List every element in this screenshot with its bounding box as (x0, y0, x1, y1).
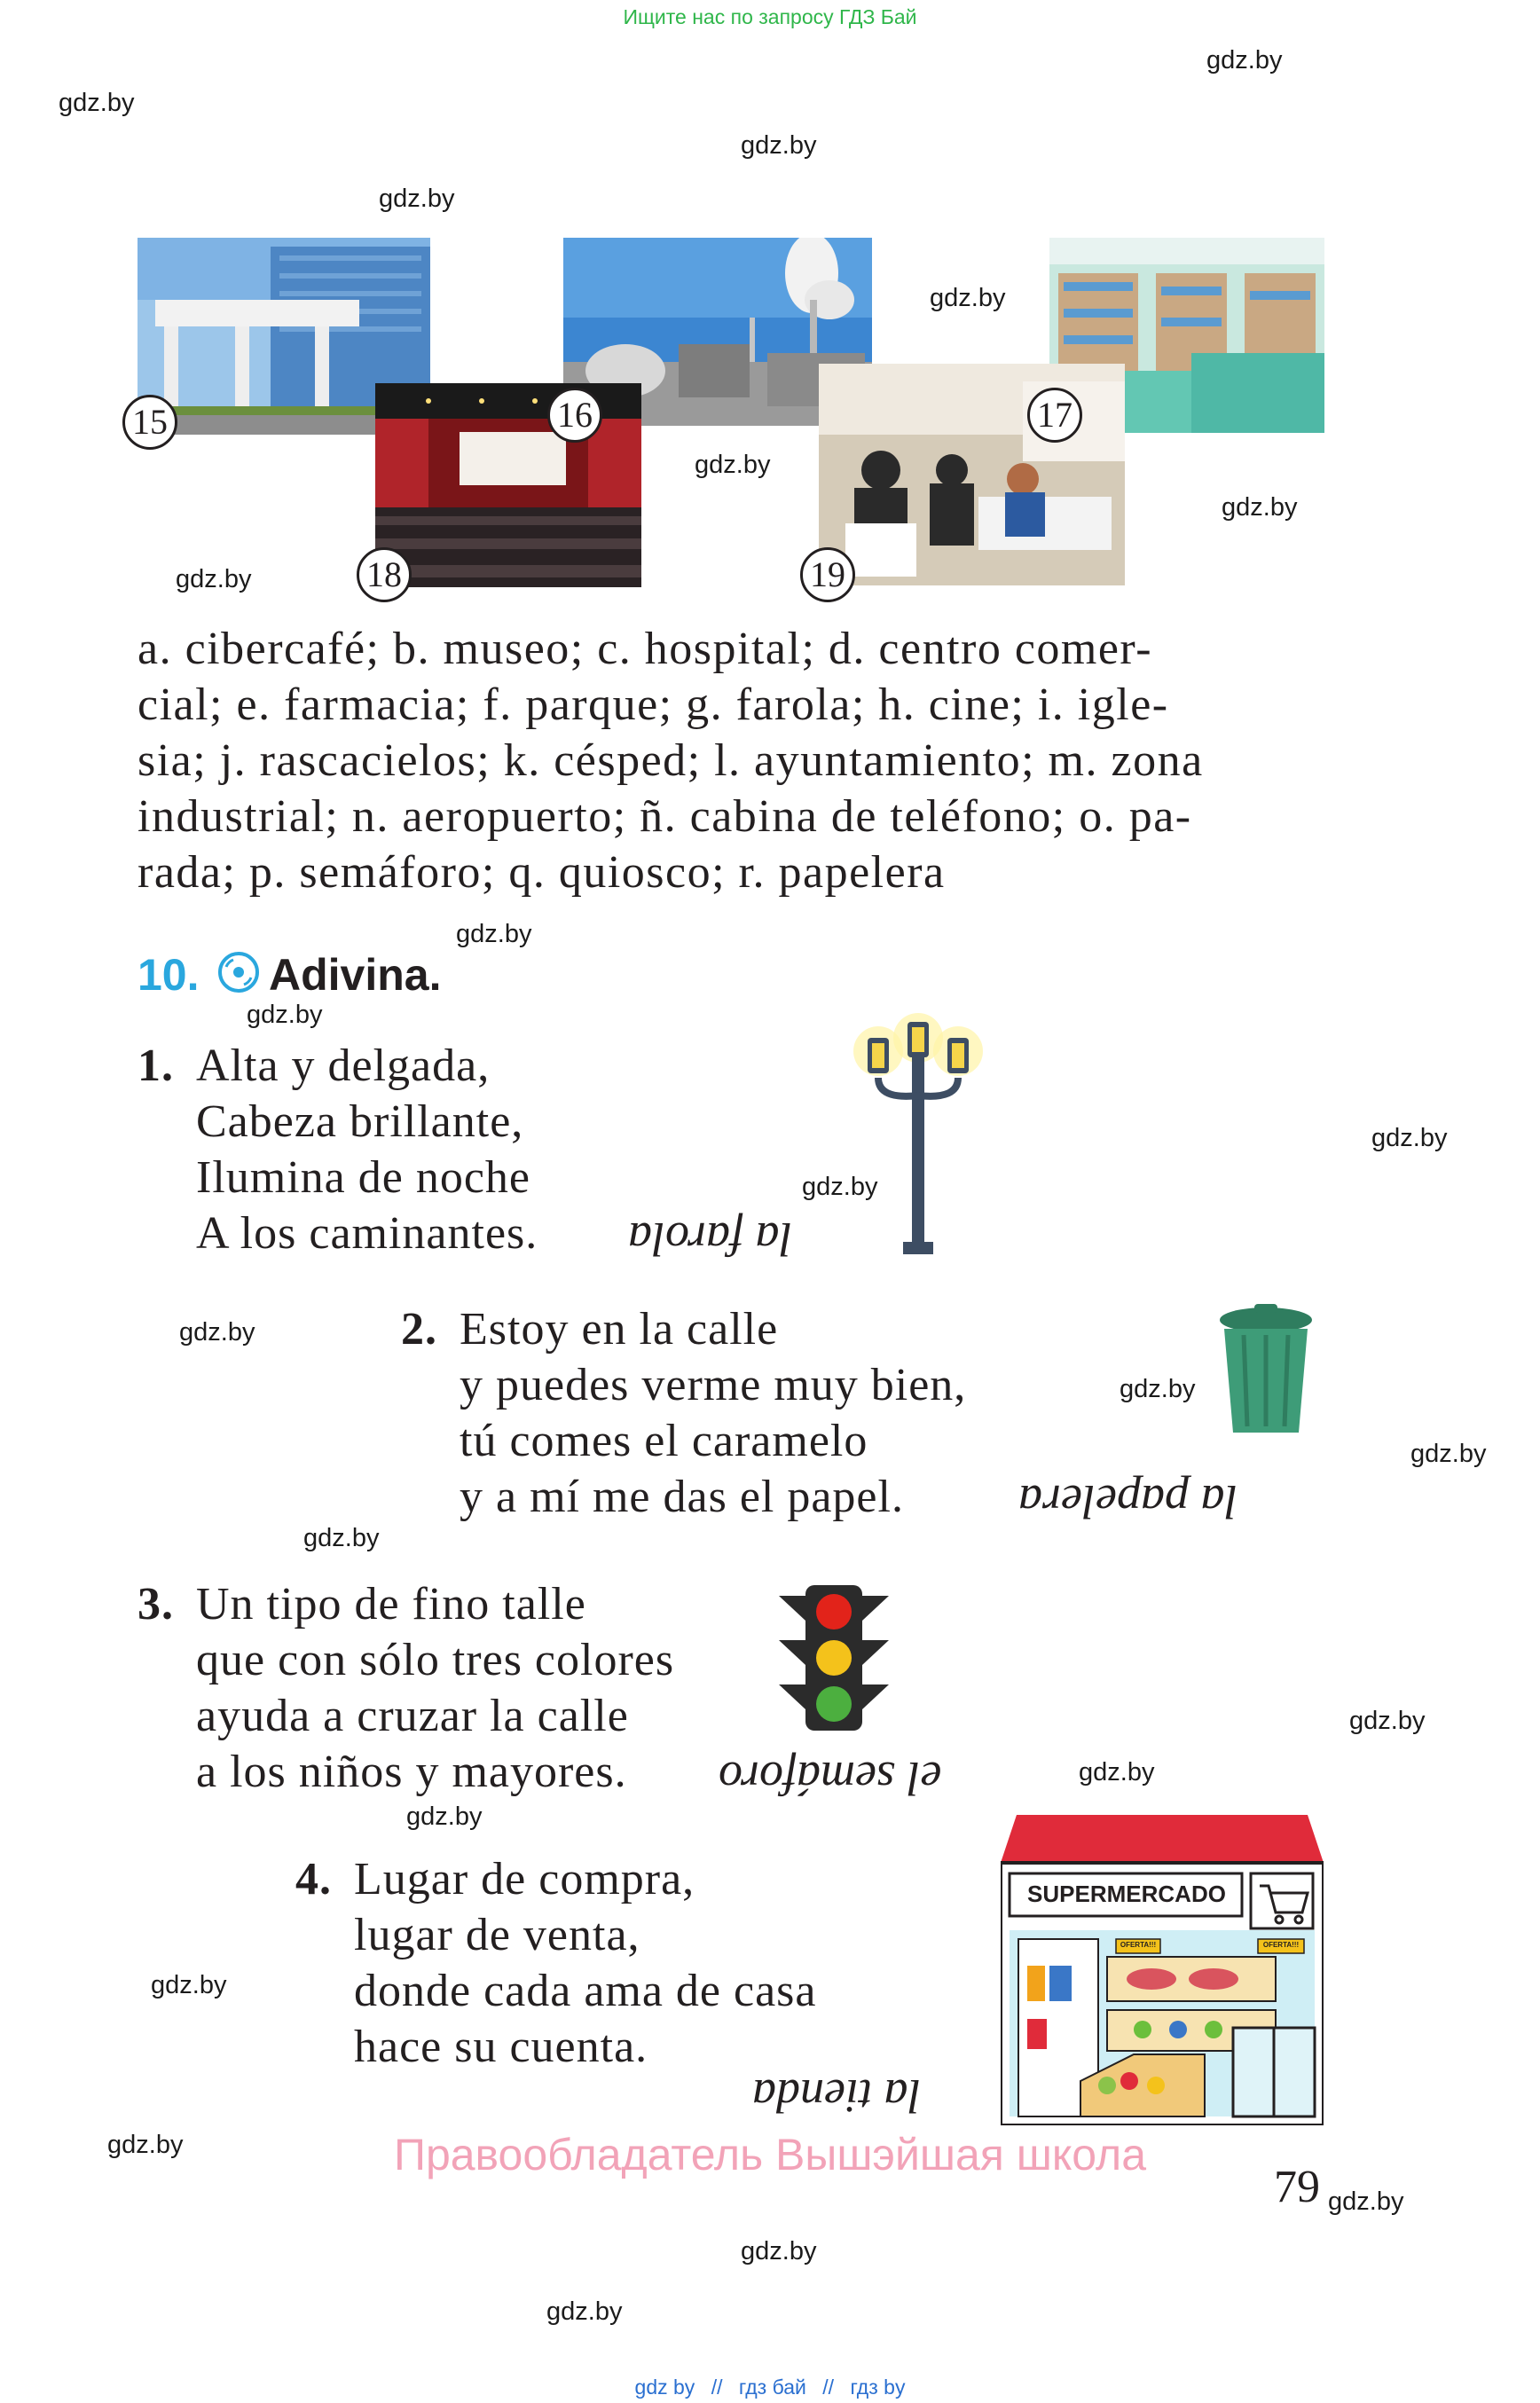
street-lamp-illustration (852, 1002, 985, 1273)
watermark: gdz.by (741, 131, 817, 160)
riddle-line: tú comes el caramelo (460, 1416, 868, 1466)
riddle-line: que con sólo tres colores (196, 1635, 675, 1685)
riddle-line: donde cada ama de casa (354, 1966, 817, 2016)
riddle-answer: el semáforo (719, 1752, 942, 1805)
page-number: 79 (1274, 2162, 1320, 2212)
supermarket-sign: SUPERMERCADO (1027, 1881, 1226, 1907)
supermarket-illustration (1001, 1815, 1324, 2125)
trash-can-illustration (1217, 1304, 1315, 1441)
riddle-line: Estoy en la calle (460, 1304, 779, 1355)
footer-link[interactable]: gdz by (634, 2376, 695, 2399)
watermark: gdz.by (406, 1802, 483, 1831)
watermark: gdz.by (1328, 2187, 1404, 2216)
watermark: gdz.by (247, 1001, 323, 1029)
photo-number-badge: 17 (1027, 388, 1082, 443)
photo-number-badge: 19 (800, 547, 855, 602)
cybercafe-photo (819, 364, 1125, 585)
watermark: gdz.by (1222, 493, 1298, 522)
riddle-line: lugar de venta, (354, 1910, 640, 1960)
riddle-answer: la tienda (752, 2069, 922, 2123)
riddle-number: 4. (295, 1854, 332, 1904)
offer-tag: OFERTA!!! (1262, 1941, 1300, 1949)
riddle-line: y a mí me das el papel. (460, 1472, 904, 1522)
offer-tag: OFERTA!!! (1120, 1941, 1157, 1949)
watermark: gdz.by (59, 89, 135, 117)
riddle-number: 2. (401, 1304, 437, 1355)
audio-cd-icon[interactable] (217, 951, 260, 998)
vocabulary-line: a. cibercafé; b. museo; c. hospital; d. centro comer- (138, 624, 1153, 674)
watermark: gdz.by (1349, 1707, 1426, 1735)
riddle-1 (138, 1038, 688, 1268)
riddle-number: 1. (138, 1041, 174, 1091)
watermark: gdz.by (107, 2131, 184, 2159)
watermark: gdz.by (1410, 1440, 1487, 1468)
watermark: gdz.by (1120, 1375, 1196, 1403)
watermark: gdz.by (179, 1318, 255, 1347)
watermark: gdz.by (151, 1971, 227, 1999)
exercise-title: Adivina. (269, 950, 442, 1000)
vocabulary-line: sia; j. rascacielos; k. césped; l. ayuntamiento; m. zona (138, 735, 1204, 786)
traffic-light-illustration (779, 1585, 889, 1735)
riddle-answer: la papelera (1018, 1475, 1238, 1528)
riddle-line: hace su cuenta. (354, 2022, 648, 2072)
watermark: gdz.by (303, 1524, 380, 1552)
watermark: gdz.by (1079, 1758, 1155, 1787)
riddle-line: ayuda a cruzar la calle (196, 1691, 629, 1741)
watermark: gdz.by (802, 1173, 878, 1201)
footer-link[interactable]: гдз by (850, 2376, 906, 2399)
photo-number-badge: 16 (547, 388, 602, 443)
riddle-4 (295, 1851, 916, 2082)
watermark: gdz.by (456, 920, 532, 948)
vocabulary-line: cial; e. farmacia; f. parque; g. farola; h. cine; i. igle- (138, 679, 1169, 730)
riddle-line: A los caminantes. (196, 1208, 538, 1259)
footer-separator: // (711, 2376, 723, 2399)
copyright-notice: Правообладатель Вышэйшая школа (394, 2130, 1146, 2179)
riddle-2 (401, 1301, 1075, 1532)
riddle-line: y puedes verme muy bien, (460, 1360, 967, 1410)
riddle-line: Alta y delgada, (196, 1041, 491, 1091)
watermark: gdz.by (741, 2237, 817, 2266)
riddle-line: Cabeza brillante, (196, 1096, 524, 1147)
watermark: gdz.by (930, 284, 1006, 312)
footer-link[interactable]: гдз бай (738, 2376, 806, 2399)
riddle-line: a los niños y mayores. (196, 1747, 627, 1797)
riddle-3 (138, 1576, 776, 1807)
watermark: gdz.by (1371, 1124, 1448, 1152)
watermark: gdz.by (695, 451, 771, 479)
footer-links (0, 2376, 1540, 2399)
exercise-number: 10. (138, 950, 200, 1000)
riddle-line: Un tipo de fino talle (196, 1579, 586, 1629)
riddle-answer: la farola (628, 1213, 793, 1266)
watermark: gdz.by (1206, 46, 1283, 75)
vocabulary-line: rada; p. semáforo; q. quiosco; r. papelera (138, 847, 946, 898)
photo-number-badge: 15 (122, 395, 177, 450)
watermark: gdz.by (546, 2297, 623, 2326)
vocabulary-list (138, 621, 1326, 900)
photo-number-badge: 18 (357, 547, 412, 602)
riddle-line: Lugar de compra, (354, 1854, 695, 1904)
vocabulary-line: industrial; n. aeropuerto; ñ. cabina de teléfono; o. pa- (138, 791, 1192, 842)
riddle-number: 3. (138, 1579, 174, 1629)
footer-separator: // (822, 2376, 835, 2399)
riddle-line: Ilumina de noche (196, 1152, 530, 1203)
watermark: gdz.by (176, 565, 252, 593)
watermark: gdz.by (379, 185, 455, 213)
search-hint: Ищите нас по запросу ГДЗ Бай (623, 5, 917, 28)
